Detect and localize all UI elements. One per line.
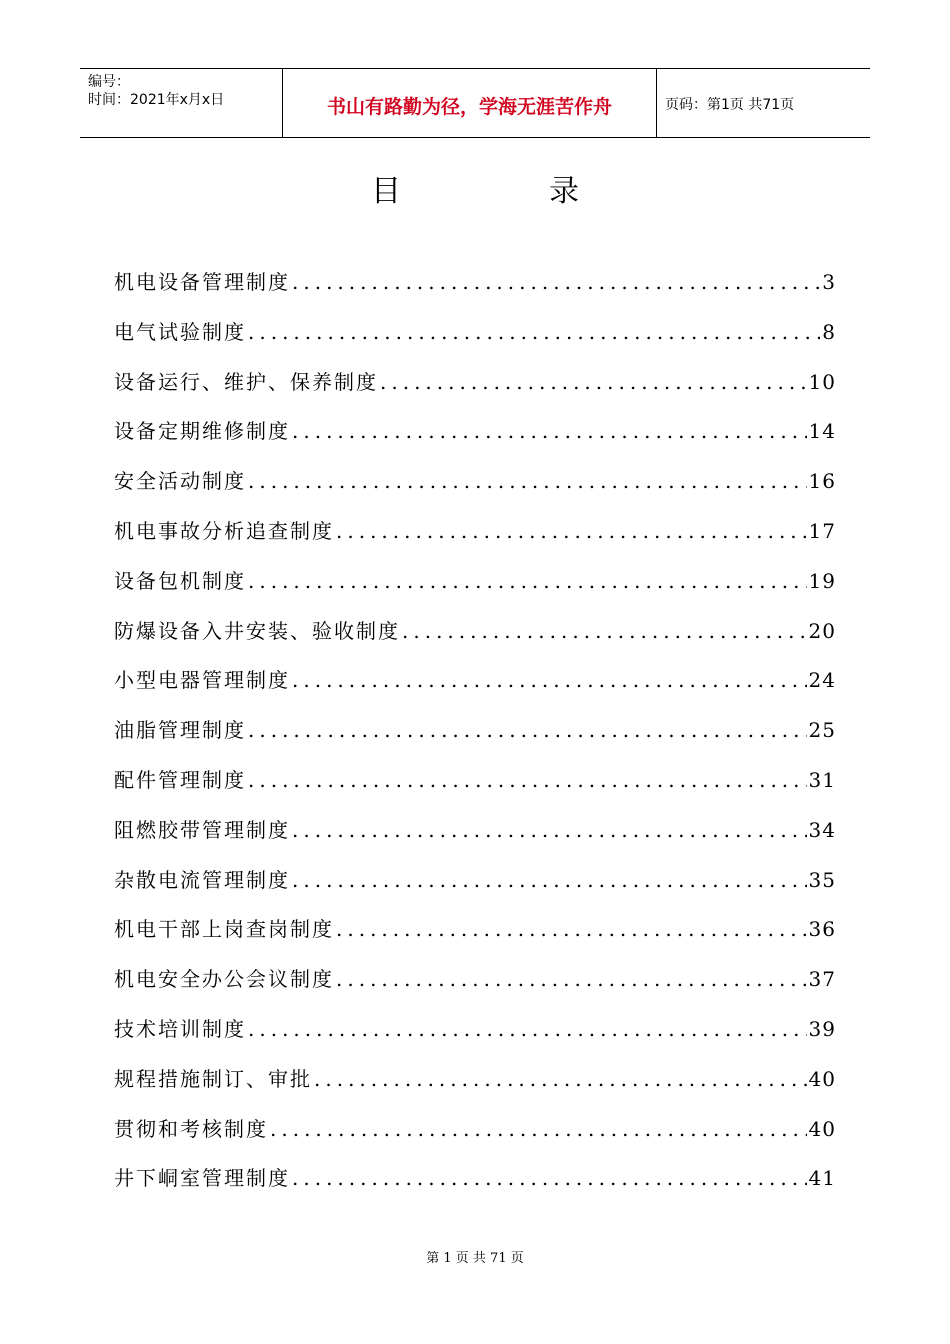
toc-entry[interactable]: [114, 615, 836, 665]
toc-entry-label: 配件管理制度: [114, 767, 246, 792]
toc-entry[interactable]: [114, 316, 836, 366]
toc-leader-dots: [402, 619, 807, 643]
page-title: 目录: [371, 174, 727, 209]
toc-entry-page: 40: [808, 1066, 836, 1091]
toc-entry-label: 机电事故分析追查制度: [114, 518, 334, 543]
toc-entry[interactable]: [114, 864, 836, 914]
toc-leader-dots: [380, 370, 807, 394]
toc-entry-label: 机电设备管理制度: [114, 270, 290, 294]
toc-entry-label: 设备运行、维护、保养制度: [114, 369, 378, 394]
toc-entry-page: 3: [822, 270, 836, 294]
toc-entry-label: 贯彻和考核制度: [114, 1116, 268, 1141]
toc-leader-dots: [248, 1017, 807, 1041]
toc-entry-label: 电气试验制度: [114, 319, 246, 344]
header-table: [80, 68, 870, 138]
toc-entry[interactable]: [114, 664, 836, 714]
toc-entry-page: 37: [808, 967, 836, 992]
toc-entry-page: 35: [808, 867, 836, 892]
toc-entry[interactable]: [114, 764, 836, 814]
toc-leader-dots: [248, 569, 807, 593]
toc-entry-label: 小型电器管理制度: [114, 668, 290, 693]
toc-entry-page: 19: [808, 568, 836, 593]
toc-entry-page: 40: [808, 1116, 836, 1141]
toc-leader-dots: [292, 818, 807, 842]
toc-leader-dots: [314, 1067, 807, 1091]
toc-entry-page: 17: [808, 518, 836, 543]
number-label: 编号：: [88, 74, 130, 90]
toc-leader-dots: [292, 270, 820, 294]
toc-entry-page: 41: [808, 1166, 836, 1191]
toc-entry[interactable]: [114, 465, 836, 515]
toc-leader-dots: [248, 768, 807, 792]
toc-entry-label: 安全活动制度: [114, 469, 246, 494]
toc-entry-label: 杂散电流管理制度: [114, 867, 290, 892]
toc-entry-page: 14: [808, 419, 836, 444]
toc-entry[interactable]: [114, 1063, 836, 1113]
toc-entry-page: 10: [808, 369, 836, 394]
toc-entry-page: 8: [822, 319, 836, 344]
toc-entry[interactable]: [114, 814, 836, 864]
toc-entry[interactable]: [114, 415, 836, 465]
toc-leader-dots: [336, 519, 807, 543]
toc-entry[interactable]: [114, 266, 836, 316]
toc-entry[interactable]: [114, 565, 836, 615]
toc-entry-label: 规程措施制订、审批: [114, 1066, 312, 1091]
header-page-cell: [657, 69, 870, 137]
table-of-contents: [114, 266, 836, 1212]
toc-entry-page: 25: [808, 718, 836, 743]
toc-leader-dots: [248, 320, 820, 344]
toc-entry-page: 24: [808, 668, 836, 693]
toc-entry-label: 油脂管理制度: [114, 718, 246, 743]
toc-entry-page: 20: [808, 618, 836, 643]
header-left-cell: [80, 69, 283, 137]
toc-entry[interactable]: [114, 913, 836, 963]
header-motto-cell: [283, 69, 657, 137]
toc-entry-label: 设备定期维修制度: [114, 419, 290, 444]
toc-leader-dots: [292, 868, 807, 892]
toc-leader-dots: [336, 917, 807, 941]
toc-entry-page: 36: [808, 917, 836, 942]
toc-leader-dots: [270, 1117, 807, 1141]
page-footer: 第 1 页 共 71 页: [426, 1251, 524, 1266]
toc-entry[interactable]: [114, 963, 836, 1013]
toc-leader-dots: [292, 1166, 807, 1190]
toc-entry-page: 39: [808, 1016, 836, 1041]
toc-leader-dots: [336, 967, 807, 991]
toc-entry-label: 防爆设备入井安装、验收制度: [114, 618, 400, 643]
toc-entry[interactable]: [114, 1013, 836, 1063]
toc-entry[interactable]: [114, 366, 836, 416]
toc-entry-label: 机电安全办公会议制度: [114, 967, 334, 992]
toc-entry-label: 设备包机制度: [114, 568, 246, 593]
toc-entry[interactable]: [114, 714, 836, 764]
toc-leader-dots: [248, 718, 807, 742]
toc-entry-label: 机电干部上岗查岗制度: [114, 917, 334, 942]
toc-leader-dots: [292, 419, 807, 443]
toc-leader-dots: [292, 668, 807, 692]
toc-entry-page: 16: [808, 469, 836, 494]
toc-entry[interactable]: [114, 1113, 836, 1163]
toc-entry-label: 井下峒室管理制度: [114, 1166, 290, 1191]
toc-entry-page: 34: [808, 817, 836, 842]
toc-entry-label: 阻燃胶带管理制度: [114, 817, 290, 842]
toc-leader-dots: [248, 469, 807, 493]
toc-entry-page: 31: [808, 767, 836, 792]
time-label: 时间：2021年x月x日: [88, 92, 225, 108]
toc-entry-label: 技术培训制度: [114, 1016, 246, 1041]
motto: 书山有路勤为径，学海无涯苦作舟: [326, 96, 612, 118]
toc-entry[interactable]: [114, 515, 836, 565]
page-info: 页码：第1页 共71页: [665, 97, 795, 113]
toc-entry[interactable]: [114, 1162, 836, 1212]
